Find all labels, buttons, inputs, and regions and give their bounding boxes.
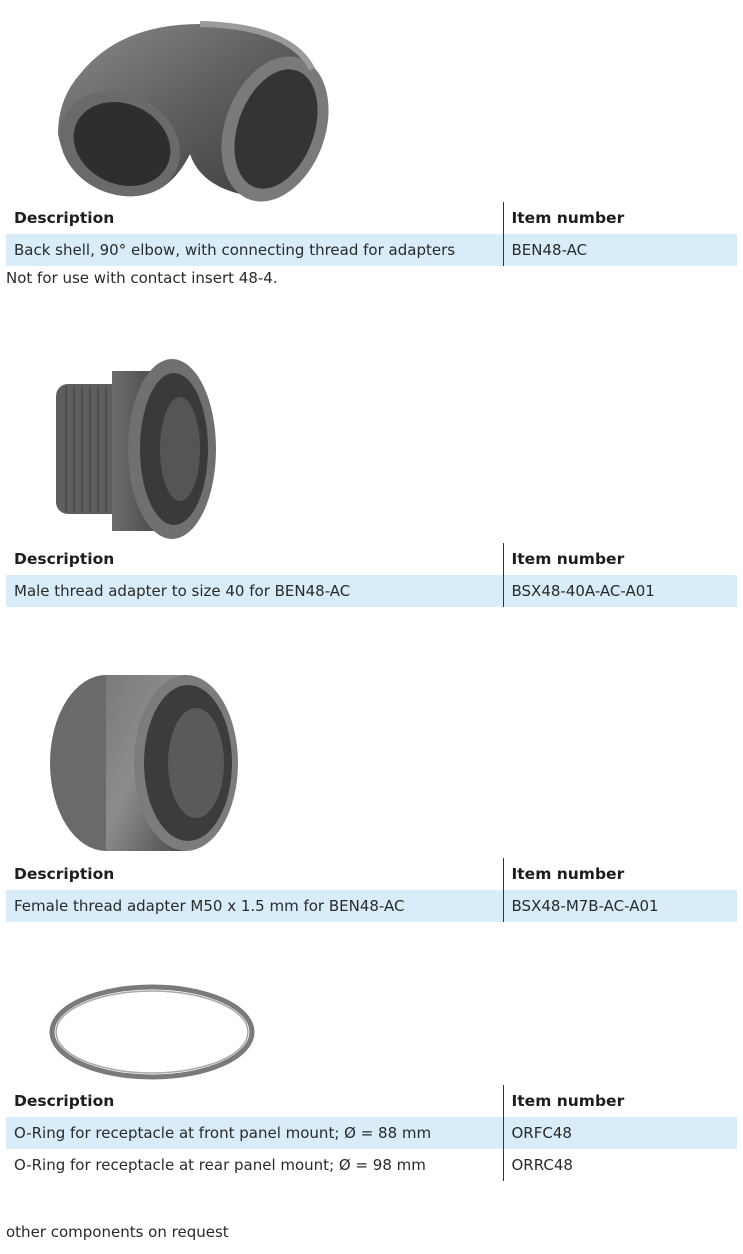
item-number-header: Item number [503,543,737,575]
footer-note: other components on request [6,1223,229,1241]
usage-note: Not for use with contact insert 48-4. [6,269,278,287]
table-row [6,1149,737,1181]
description-cell: O-Ring for receptacle at front panel mount; Ø = 88 mm [6,1117,503,1149]
description-header: Description [14,1092,115,1110]
spec-table-o-ring [6,1085,737,1181]
item-number-cell: BEN48-AC [503,234,737,266]
o-ring-icon [48,982,258,1086]
table-header-row [6,202,737,234]
table-row [6,234,737,266]
male-thread-adapter-icon [52,356,220,544]
description-cell: O-Ring for receptacle at rear panel mount; Ø = 98 mm [14,1156,426,1174]
item-number-header: Item number [503,1085,737,1117]
item-number-cell: BSX48-M7B-AC-A01 [503,890,737,922]
description-header: Description [14,209,115,227]
table-header-row [6,543,737,575]
item-number-cell: BSX48-40A-AC-A01 [503,575,737,607]
table-header-row [6,858,737,890]
description-header: Description [14,865,115,883]
item-number-header: Item number [503,858,737,890]
description-cell: Female thread adapter M50 x 1.5 mm for BEN48-AC [6,890,503,922]
item-number-cell: ORRC48 [503,1149,737,1181]
description-header: Description [14,550,115,568]
female-thread-adapter-icon [46,668,242,860]
elbow-back-shell-icon [50,14,335,204]
item-number-header: Item number [503,202,737,234]
table-header-row [6,1085,737,1117]
table-row [6,1117,737,1149]
spec-table-elbow [6,202,737,266]
description-cell: Back shell, 90° elbow, with connecting thread for adapters [6,234,503,266]
table-row [6,890,737,922]
table-row [6,575,737,607]
description-cell: Male thread adapter to size 40 for BEN48-AC [6,575,503,607]
item-number-cell: ORFC48 [503,1117,737,1149]
spec-table-female-adapter [6,858,737,922]
spec-table-male-adapter [6,543,737,607]
